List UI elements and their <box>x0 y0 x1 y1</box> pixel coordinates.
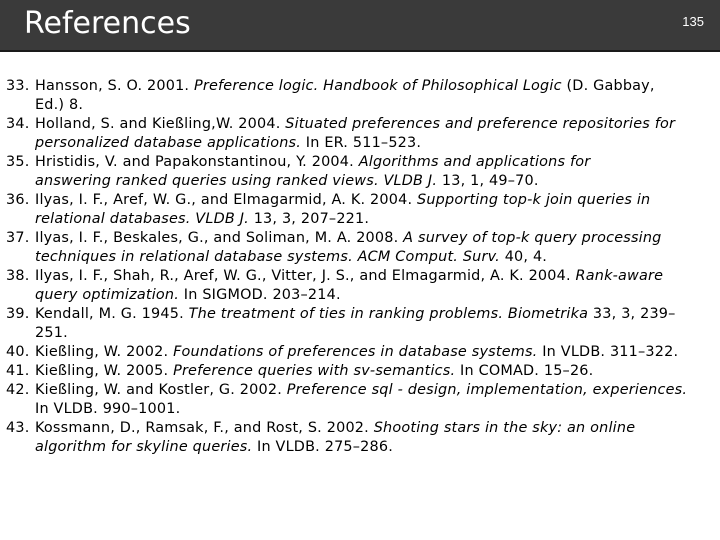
reference-title: Rank-aware query optimization. <box>35 268 664 303</box>
reference-number: 33. <box>6 78 30 94</box>
reference-item <box>6 305 718 343</box>
reference-title: Foundations of preferences in database systems. <box>173 344 538 360</box>
reference-title: Preference logic. Handbook of Philosophical Logic <box>193 78 562 94</box>
reference-text <box>35 115 718 153</box>
reference-venue: 33, 3, 239– 251. <box>35 306 676 341</box>
reference-venue: 40, 4. <box>499 249 548 265</box>
reference-item <box>6 419 718 457</box>
slide-header <box>0 0 720 52</box>
reference-number: 40. <box>6 344 30 360</box>
reference-authors: Holland, S. and Kießling,W. 2004. <box>35 116 286 132</box>
reference-text <box>35 305 718 343</box>
reference-venue: 13, 1, 49–70. <box>437 173 539 189</box>
reference-text <box>35 381 718 419</box>
reference-text <box>35 229 718 267</box>
reference-text <box>35 419 718 457</box>
reference-number: 35. <box>6 154 30 170</box>
reference-number: 38. <box>6 268 30 284</box>
reference-title: Preference queries with sv-semantics. <box>173 363 456 379</box>
reference-number: 41. <box>6 363 30 379</box>
reference-item <box>6 191 718 229</box>
reference-item <box>6 381 718 419</box>
reference-authors: Kossmann, D., Ramsak, F., and Rost, S. 2002. <box>35 420 374 436</box>
reference-text <box>35 362 718 381</box>
reference-venue: In VLDB. 311–322. <box>537 344 679 360</box>
reference-venue: In VLDB. 990–1001. <box>35 401 181 417</box>
reference-text <box>35 191 718 229</box>
reference-item <box>6 77 718 115</box>
reference-title: Shooting stars in the sky: an online algorithm for skyline queries. <box>35 420 636 455</box>
reference-number: 39. <box>6 306 30 322</box>
reference-number: 37. <box>6 230 30 246</box>
page-title: References <box>24 6 191 41</box>
reference-item <box>6 343 718 362</box>
reference-list <box>6 77 718 457</box>
reference-title: Supporting top-k join queries in relational databases. VLDB J. <box>35 192 651 227</box>
reference-title: A survey of top-k query processing techniques in relational database systems. ACM Comput. Surv. <box>35 230 662 265</box>
reference-authors: Ilyas, I. F., Aref, W. G., and Elmagarmid, A. K. 2004. <box>35 192 418 208</box>
reference-title: The treatment of ties in ranking problems. Biometrika <box>188 306 589 322</box>
reference-venue: 13, 3, 207–221. <box>248 211 370 227</box>
reference-number: 34. <box>6 116 30 132</box>
reference-title: Situated preferences and preference repositories for personalized database applications. <box>35 116 676 151</box>
reference-title: Preference sql - design, implementation, experiences. <box>286 382 688 398</box>
reference-text <box>35 343 718 362</box>
reference-item <box>6 362 718 381</box>
reference-authors: Hansson, S. O. 2001. <box>35 78 194 94</box>
reference-venue: In SIGMOD. 203–214. <box>179 287 341 303</box>
reference-authors: Kießling, W. and Kostler, G. 2002. <box>35 382 287 398</box>
reference-authors: Kießling, W. 2005. <box>35 363 174 379</box>
reference-venue: In COMAD. 15–26. <box>455 363 594 379</box>
reference-authors: Kießling, W. 2002. <box>35 344 174 360</box>
page-number: 135 <box>682 14 704 29</box>
reference-text <box>35 267 718 305</box>
reference-item <box>6 229 718 267</box>
reference-authors: Hristidis, V. and Papakonstantinou, Y. 2004. <box>35 154 359 170</box>
reference-authors: Ilyas, I. F., Beskales, G., and Soliman, M. A. 2008. <box>35 230 404 246</box>
reference-authors: Kendall, M. G. 1945. <box>35 306 189 322</box>
reference-venue: (D. Gabbay, Ed.) 8. <box>35 78 655 113</box>
reference-item <box>6 153 718 191</box>
reference-number: 42. <box>6 382 30 398</box>
reference-title: Algorithms and applications for answering ranked queries using ranked views. VLDB J. <box>35 154 591 189</box>
reference-venue: In VLDB. 275–286. <box>252 439 394 455</box>
reference-number: 36. <box>6 192 30 208</box>
reference-number: 43. <box>6 420 30 436</box>
reference-text <box>35 153 718 191</box>
reference-item <box>6 115 718 153</box>
reference-item <box>6 267 718 305</box>
reference-text <box>35 77 718 115</box>
reference-venue: In ER. 511–523. <box>301 135 422 151</box>
reference-authors: Ilyas, I. F., Shah, R., Aref, W. G., Vitter, J. S., and Elmagarmid, A. K. 2004. <box>35 268 576 284</box>
